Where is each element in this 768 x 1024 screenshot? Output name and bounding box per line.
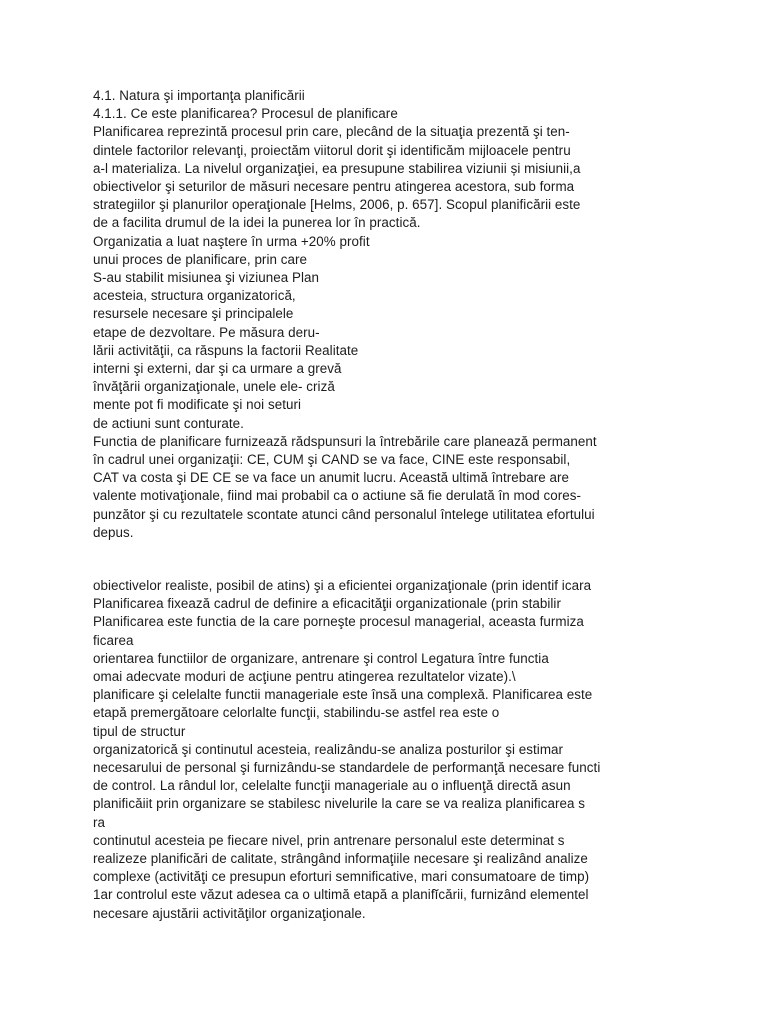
text-line: resursele necesare şi principalele bbox=[93, 306, 294, 322]
text-line: planificare şi celelalte functii manageriale este însă una complexă. Planificarea este bbox=[93, 687, 593, 703]
text-line: Planificarea fixează cadrul de definire a eficacităţii organizationale (prin stabilir bbox=[93, 596, 561, 612]
text-line: omai adecvate moduri de acţiune pentru atingerea rezultatelor vizate).\ bbox=[93, 669, 516, 685]
text-line: obiectivelor realiste, posibil de atins) şi a eficientei organizaţionale (prin identif icara bbox=[93, 578, 592, 593]
text-line: ficarea bbox=[93, 632, 134, 648]
text-line: orientarea functiilor de organizare, antrenare şi control Legatura între functia bbox=[93, 650, 549, 666]
text-block-planning-functions bbox=[93, 577, 733, 923]
text-line: valente motivaţionale, fiind mai probabil ca o actiune să fie derulată în mod cores- bbox=[93, 488, 582, 504]
text-line: lării activităţii, ca răspuns la factorii Realitate bbox=[93, 342, 359, 358]
text-line: etapă premergătoare celorlalte funcţii, stabilindu-se astfel rea este o bbox=[93, 705, 500, 721]
text-line: punzător şi cu rezultatele scontate atunci când personalul întelege utilitatea efortului bbox=[93, 506, 595, 522]
text-line: ra bbox=[93, 814, 106, 830]
text-line: necesare ajustării activităţilor organizaţionale. bbox=[93, 905, 366, 921]
text-line: 4.1.1. Ce este planificarea? Procesul de planificare bbox=[93, 106, 398, 122]
text-line: etape de dezvoltare. Pe măsura deru- bbox=[93, 324, 320, 340]
text-line: planificăiit prin organizare se stabilesc nivelurile la care se va realiza planificarea s bbox=[93, 796, 585, 812]
text-block-planning-intro bbox=[93, 87, 733, 542]
text-line: de actiuni sunt conturate. bbox=[93, 415, 244, 431]
text-line: a-l materializa. La nivelul organizaţiei, ea presupune stabilirea viziunii și misiunii,a bbox=[93, 160, 581, 176]
text-line: CAT va costa şi DE CE se va face un anumit lucru. Această ultimă întrebare are bbox=[93, 470, 570, 486]
text-line: necesarului de personal şi furnizându-se standardele de performanţă necesare functi bbox=[93, 760, 601, 776]
text-line: Planificarea reprezintă procesul prin care, plecând de la situaţia prezentă şi ten- bbox=[93, 124, 570, 140]
text-line: 4.1. Natura şi importanţa planificării bbox=[93, 88, 305, 103]
text-line: 1ar controlul este văzut adesea ca o ultimă etapă a planifĭcării, furnizând elementel bbox=[93, 887, 589, 903]
text-line: organizatorică şi continutul acesteia, realizându-se analiza posturilor şi estimar bbox=[93, 741, 564, 757]
text-line: Functia de planificare furnizează rădspunsuri la întrebările care planează permanent bbox=[93, 433, 597, 449]
text-line: S-au stabilit misiunea şi viziunea Plan bbox=[93, 270, 319, 286]
text-line: realizeze planificări de calitate, strângând informaţiile necesare şi realizând analize bbox=[93, 851, 588, 867]
text-line: de control. La rândul lor, celelalte funcţii manageriale au o influenţă directă asun bbox=[93, 778, 571, 794]
text-line: tipul de structur bbox=[93, 723, 186, 739]
text-line: strategiilor şi planurilor operaţionale [Helms, 2006, p. 657]. Scopul planificării este bbox=[93, 197, 581, 213]
text-line: în cadrul unei organizaţii: CE, CUM şi CAND se va face, CINE este responsabil, bbox=[93, 452, 571, 468]
text-line: mente pot fi modificate şi noi seturi bbox=[93, 397, 302, 413]
text-line: depus. bbox=[93, 524, 134, 540]
text-line: dintele factorilor relevanţi, proiectăm viitorul dorit şi identificăm mijloacele pentru bbox=[93, 142, 571, 158]
text-line: acesteia, structura organizatorică, bbox=[93, 288, 296, 304]
text-line: complexe (activităţi ce presupun eforturi semnificative, mari consumatoare de timp) bbox=[93, 869, 590, 885]
text-line: Organizatia a luat naştere în urma +20% profit bbox=[93, 233, 370, 249]
text-line: Planificarea este functia de la care porneşte procesul managerial, aceasta furmiza bbox=[93, 614, 584, 630]
text-line: continutul acesteia pe fiecare nivel, prin antrenare personalul este determinat s bbox=[93, 832, 565, 848]
text-line: unui proces de planificare, prin care bbox=[93, 251, 307, 267]
text-line: interni şi externi, dar şi ca urmare a grevă bbox=[93, 361, 342, 377]
text-line: învăţării organizaţionale, unele ele- criză bbox=[93, 379, 335, 395]
text-line: de a facilita drumul de la idei la punerea lor în practică. bbox=[93, 215, 421, 231]
text-line: obiectivelor şi seturilor de măsuri necesare pentru atingerea acestora, sub forma bbox=[93, 179, 575, 195]
